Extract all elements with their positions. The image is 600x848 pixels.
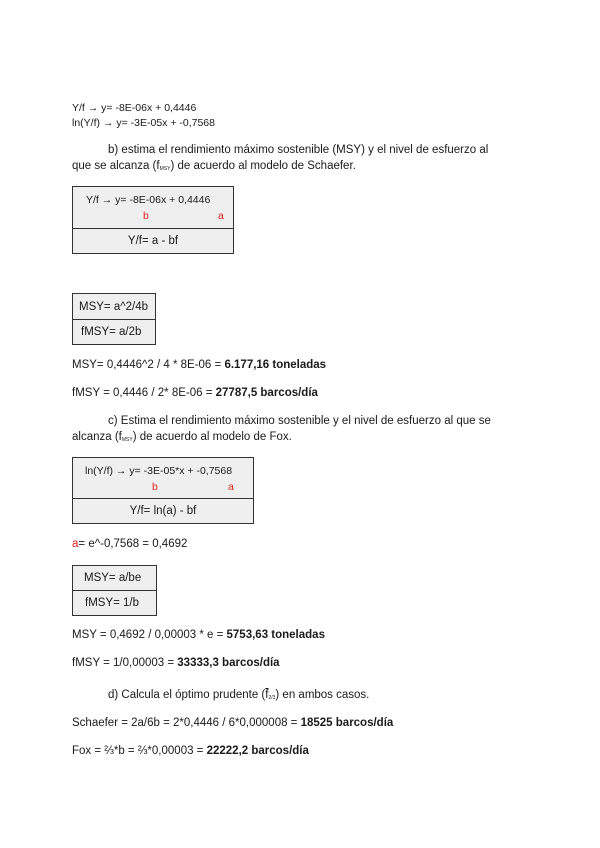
section-d-heading: d) Calcula el óptimo prudente $(\overline{f}_{2/3})$ en ambos casos. <box>108 689 370 701</box>
fox-fmsy-formula-cell <box>73 591 156 615</box>
fox-label-a: a <box>228 481 234 493</box>
schaefer-fmsy-formula-cell <box>73 320 155 344</box>
schaefer-model: Y/f= a - bf <box>127 235 179 247</box>
equation-line-2: ln(Y/f) → y= -3E-05x + -0,7568 <box>72 117 215 129</box>
fox-model-cell <box>73 499 253 523</box>
fox-equation: ln(Y/f) → y= -3E-05*x + -0,7568 <box>85 465 233 477</box>
fox-fmsy-result: fMSY = 1/0,00003 = 33333,3 barcos/día <box>72 657 280 669</box>
schaefer-equation: Y/f → y= -8E-06x + 0,4446 <box>86 194 211 206</box>
schaefer-msy-result: MSY= 0,4446^2 / 4 * 8E-06 = 6.177,16 toneladas <box>72 359 327 371</box>
section-b-heading: b) estima el rendimiento máximo sostenible (MSY) y el nivel de esfuerzo al <box>108 144 489 156</box>
fox-equation-cell <box>73 458 253 499</box>
section-c-heading-cont: alcanza $(f_{MSY})$ de acuerdo al modelo de Fox. <box>72 431 292 443</box>
fox-formula-box <box>72 565 157 616</box>
equation-line-1: Y/f → y= -8E-06x + 0,4446 <box>72 102 197 114</box>
section-b-heading-cont: que se alcanza $(f_{MSY})$ de acuerdo al modelo de Schaefer. <box>72 160 356 172</box>
fox-msy-result: MSY = 0,4692 / 0,00003 * e = 5753,63 toneladas <box>72 629 325 641</box>
schaefer-msy-formula: MSY= a^2/4b <box>79 301 149 313</box>
fox-label-b: b <box>152 481 158 493</box>
schaefer-msy-formula-cell <box>73 294 155 320</box>
schaefer-equation-cell <box>73 187 233 229</box>
fox-model: Y/f= ln(a) - bf <box>129 505 197 517</box>
fox-msy-formula-cell <box>73 566 156 591</box>
fox-a-value: a= e^-0,7568 = 0,4692 <box>72 538 188 550</box>
schaefer-prudent-optimum: Schaefer = 2a/6b = 2*0,4446 / 6*0,000008 = 18525 barcos/día <box>72 717 394 729</box>
fox-regression-box <box>72 457 254 524</box>
fox-msy-formula: MSY= a/be <box>84 572 142 584</box>
section-c-heading: c) Estima el rendimiento máximo sostenible y el nivel de esfuerzo al que se <box>108 415 491 427</box>
schaefer-fmsy-formula: fMSY= a/2b <box>81 326 142 338</box>
schaefer-model-cell <box>73 229 233 253</box>
schaefer-fmsy-result: fMSY = 0,4446 / 2* 8E-06 = 27787,5 barcos/día <box>72 387 318 399</box>
schaefer-label-a: a <box>218 210 224 222</box>
fox-prudent-optimum: Fox = ⅔*b = ⅔*0,00003 = 22222,2 barcos/día <box>72 745 309 757</box>
schaefer-regression-box <box>72 186 234 254</box>
fox-fmsy-formula: fMSY= 1/b <box>85 597 140 609</box>
schaefer-formula-box <box>72 293 156 345</box>
schaefer-label-b: b <box>143 210 149 222</box>
